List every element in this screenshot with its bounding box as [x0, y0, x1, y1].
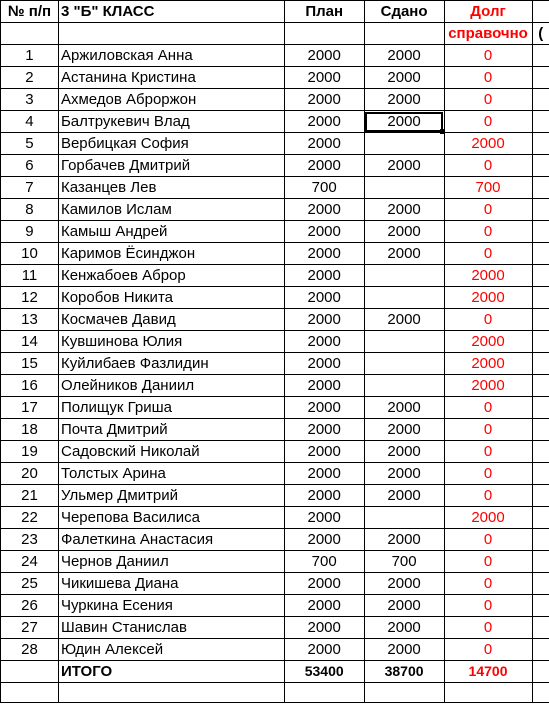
paid-cell[interactable] [364, 353, 444, 375]
row-number-cell[interactable]: 1 [1, 45, 59, 67]
extra-cell[interactable] [532, 331, 549, 353]
table-row [1, 155, 549, 177]
row-number-cell[interactable]: 25 [1, 573, 59, 595]
paid-cell[interactable]: 2000 [364, 45, 444, 67]
row-number-cell[interactable]: 26 [1, 595, 59, 617]
table-row [1, 507, 549, 529]
row-number-cell[interactable]: 27 [1, 617, 59, 639]
extra-cell[interactable] [532, 89, 549, 111]
table-row [1, 133, 549, 155]
header-debt-sub[interactable]: справочно [444, 23, 532, 45]
debt-cell[interactable]: 2000 [444, 507, 532, 529]
paid-cell[interactable]: 2000 [364, 155, 444, 177]
paid-cell[interactable]: 2000 [364, 309, 444, 331]
plan-cell[interactable]: 2000 [284, 595, 364, 617]
row-number-cell[interactable]: 22 [1, 507, 59, 529]
table-row [1, 309, 549, 331]
paid-cell[interactable]: 2000 [364, 463, 444, 485]
student-name-cell[interactable]: Фалеткина Анастасия [58, 529, 284, 551]
debt-cell[interactable]: 0 [444, 485, 532, 507]
total-row [1, 661, 549, 683]
student-name-cell[interactable]: Куйлибаев Фазлидин [58, 353, 284, 375]
student-name-cell[interactable]: Юдин Алексей [58, 639, 284, 661]
debt-cell[interactable]: 0 [444, 617, 532, 639]
header-extra[interactable] [532, 1, 549, 23]
header-num[interactable]: № п/п [1, 1, 59, 23]
row-number-cell[interactable]: 21 [1, 485, 59, 507]
table-row [1, 617, 549, 639]
student-name-cell[interactable]: Толстых Арина [58, 463, 284, 485]
header-class[interactable]: 3 "Б" КЛАСС [58, 1, 284, 23]
table-row [1, 529, 549, 551]
table-row [1, 551, 549, 573]
plan-cell[interactable]: 2000 [284, 573, 364, 595]
extra-cell[interactable] [532, 661, 549, 683]
extra-cell[interactable] [532, 375, 549, 397]
debt-cell[interactable]: 2000 [444, 265, 532, 287]
debt-cell[interactable]: 0 [444, 595, 532, 617]
table-row [1, 243, 549, 265]
student-name-cell[interactable]: Астанина Кристина [58, 67, 284, 89]
extra-cell[interactable] [532, 485, 549, 507]
plan-cell[interactable]: 2000 [284, 199, 364, 221]
plan-cell[interactable]: 2000 [284, 45, 364, 67]
debt-cell[interactable]: 0 [444, 155, 532, 177]
paid-cell[interactable] [364, 287, 444, 309]
table-row [1, 463, 549, 485]
row-number-cell[interactable]: 12 [1, 287, 59, 309]
paid-cell[interactable]: 2000 [364, 485, 444, 507]
subheader-empty-cell[interactable] [364, 23, 444, 45]
row-number-cell[interactable]: 2 [1, 67, 59, 89]
extra-cell[interactable] [532, 595, 549, 617]
table-row [1, 419, 549, 441]
header-debt[interactable]: Долг [444, 1, 532, 23]
student-name-cell[interactable]: Камилов Ислам [58, 199, 284, 221]
extra-cell[interactable] [532, 617, 549, 639]
table-row [1, 45, 549, 67]
paid-cell[interactable] [364, 177, 444, 199]
debt-cell[interactable]: 0 [444, 639, 532, 661]
student-name-cell[interactable]: Ульмер Дмитрий [58, 485, 284, 507]
empty-cell[interactable] [444, 683, 532, 703]
student-name-cell[interactable]: Аржиловская Анна [58, 45, 284, 67]
debt-cell[interactable]: 0 [444, 199, 532, 221]
debt-cell[interactable]: 2000 [444, 287, 532, 309]
extra-cell[interactable] [532, 199, 549, 221]
debt-cell[interactable]: 2000 [444, 375, 532, 397]
plan-cell[interactable]: 2000 [284, 463, 364, 485]
plan-cell[interactable]: 2000 [284, 67, 364, 89]
extra-cell[interactable] [532, 265, 549, 287]
debt-cell[interactable]: 700 [444, 177, 532, 199]
row-number-cell[interactable]: 14 [1, 331, 59, 353]
empty-row [1, 683, 549, 703]
student-name-cell[interactable]: Олейников Даниил [58, 375, 284, 397]
extra-cell[interactable] [532, 419, 549, 441]
table-row [1, 287, 549, 309]
student-name-cell[interactable]: Черепова Василиса [58, 507, 284, 529]
extra-cell[interactable] [532, 463, 549, 485]
extra-cell[interactable] [532, 551, 549, 573]
total-label[interactable]: ИТОГО [58, 661, 284, 683]
subheader-empty-cell[interactable] [284, 23, 364, 45]
debt-cell[interactable]: 0 [444, 89, 532, 111]
extra-cell[interactable] [532, 639, 549, 661]
table-row [1, 199, 549, 221]
plan-cell[interactable]: 700 [284, 551, 364, 573]
debt-cell[interactable]: 0 [444, 463, 532, 485]
extra-cell[interactable] [532, 155, 549, 177]
plan-cell[interactable]: 2000 [284, 353, 364, 375]
table-row [1, 639, 549, 661]
extra-cell[interactable] [532, 243, 549, 265]
plan-cell[interactable]: 2000 [284, 89, 364, 111]
row-number-cell[interactable]: 7 [1, 177, 59, 199]
extra-cell[interactable] [532, 111, 549, 133]
plan-cell[interactable]: 2000 [284, 221, 364, 243]
debt-cell[interactable]: 0 [444, 243, 532, 265]
student-name-cell[interactable]: Чикишева Диана [58, 573, 284, 595]
student-name-cell[interactable]: Чуркина Есения [58, 595, 284, 617]
debt-cell[interactable]: 0 [444, 441, 532, 463]
empty-cell[interactable] [284, 683, 364, 703]
student-name-cell[interactable]: Балтрукевич Влад [58, 111, 284, 133]
table-row [1, 265, 549, 287]
total-empty-cell[interactable] [1, 661, 59, 683]
table-row [1, 67, 549, 89]
extra-cell[interactable] [532, 221, 549, 243]
table-row [1, 89, 549, 111]
row-number-cell[interactable]: 15 [1, 353, 59, 375]
extra-cell[interactable] [532, 397, 549, 419]
row-number-cell[interactable]: 18 [1, 419, 59, 441]
debt-cell[interactable]: 2000 [444, 331, 532, 353]
debt-cell[interactable]: 0 [444, 397, 532, 419]
row-number-cell[interactable]: 19 [1, 441, 59, 463]
extra-cell[interactable] [532, 133, 549, 155]
extra-cell[interactable] [532, 529, 549, 551]
row-number-cell[interactable]: 17 [1, 397, 59, 419]
subheader-empty-cell[interactable] [1, 23, 59, 45]
plan-cell[interactable]: 2000 [284, 111, 364, 133]
row-number-cell[interactable]: 24 [1, 551, 59, 573]
paid-cell[interactable]: 2000 [364, 67, 444, 89]
empty-cell[interactable] [532, 683, 549, 703]
plan-cell[interactable]: 2000 [284, 155, 364, 177]
row-number-cell[interactable]: 11 [1, 265, 59, 287]
debt-cell[interactable]: 0 [444, 573, 532, 595]
plan-cell[interactable]: 2000 [284, 133, 364, 155]
table-row [1, 595, 549, 617]
debt-cell[interactable]: 0 [444, 45, 532, 67]
paid-cell[interactable]: 2000 [364, 441, 444, 463]
header-plan[interactable]: План [284, 1, 364, 23]
extra-cell[interactable] [532, 67, 549, 89]
table-row [1, 441, 549, 463]
plan-cell[interactable]: 2000 [284, 507, 364, 529]
row-number-cell[interactable]: 6 [1, 155, 59, 177]
student-name-cell[interactable]: Каримов Ёсинджон [58, 243, 284, 265]
paid-cell[interactable]: 2000 [364, 243, 444, 265]
student-name-cell[interactable]: Ахмедов Аброржон [58, 89, 284, 111]
table-row [1, 221, 549, 243]
row-number-cell[interactable]: 28 [1, 639, 59, 661]
subheader-row [1, 23, 549, 45]
plan-cell[interactable]: 2000 [284, 617, 364, 639]
plan-cell[interactable]: 2000 [284, 287, 364, 309]
table-row [1, 331, 549, 353]
empty-cell[interactable] [58, 683, 284, 703]
empty-cell[interactable] [364, 683, 444, 703]
student-name-cell[interactable]: Чернов Даниил [58, 551, 284, 573]
debt-cell[interactable]: 0 [444, 221, 532, 243]
extra-cell[interactable] [532, 573, 549, 595]
fill-handle[interactable] [440, 129, 445, 134]
row-number-cell[interactable]: 4 [1, 111, 59, 133]
plan-cell[interactable]: 2000 [284, 639, 364, 661]
student-name-cell[interactable]: Полищук Гриша [58, 397, 284, 419]
paid-cell[interactable]: 2000 [364, 595, 444, 617]
debt-cell[interactable]: 2000 [444, 133, 532, 155]
plan-cell[interactable]: 700 [284, 177, 364, 199]
table-row [1, 353, 549, 375]
student-name-cell[interactable]: Кенжабоев Аброр [58, 265, 284, 287]
student-name-cell[interactable]: Камыш Андрей [58, 221, 284, 243]
paid-cell[interactable] [364, 331, 444, 353]
extra-cell[interactable] [532, 309, 549, 331]
plan-cell[interactable]: 2000 [284, 397, 364, 419]
plan-cell[interactable]: 2000 [284, 331, 364, 353]
total-plan[interactable]: 53400 [284, 661, 364, 683]
plan-cell[interactable]: 2000 [284, 375, 364, 397]
row-number-cell[interactable]: 8 [1, 199, 59, 221]
table-row [1, 375, 549, 397]
debt-cell[interactable]: 2000 [444, 353, 532, 375]
row-number-cell[interactable]: 23 [1, 529, 59, 551]
table-row [1, 397, 549, 419]
plan-cell[interactable]: 2000 [284, 529, 364, 551]
empty-cell[interactable] [1, 683, 59, 703]
extra-cell[interactable] [532, 353, 549, 375]
row-number-cell[interactable]: 20 [1, 463, 59, 485]
row-number-cell[interactable]: 16 [1, 375, 59, 397]
paid-cell[interactable] [364, 133, 444, 155]
table-row [1, 485, 549, 507]
row-number-cell[interactable]: 5 [1, 133, 59, 155]
extra-cell[interactable] [532, 287, 549, 309]
row-number-cell[interactable]: 10 [1, 243, 59, 265]
table-row [1, 573, 549, 595]
student-name-cell[interactable]: Космачев Давид [58, 309, 284, 331]
debt-cell[interactable]: 0 [444, 419, 532, 441]
plan-cell[interactable]: 2000 [284, 243, 364, 265]
row-number-cell[interactable]: 9 [1, 221, 59, 243]
plan-cell[interactable]: 2000 [284, 419, 364, 441]
plan-cell[interactable]: 2000 [284, 485, 364, 507]
paid-cell[interactable]: 700 [364, 551, 444, 573]
paid-cell[interactable] [364, 375, 444, 397]
debt-cell[interactable]: 0 [444, 309, 532, 331]
paid-cell[interactable]: 2000 [364, 529, 444, 551]
student-name-cell[interactable]: Шавин Станислав [58, 617, 284, 639]
plan-cell[interactable]: 2000 [284, 265, 364, 287]
debt-cell[interactable]: 0 [444, 111, 532, 133]
student-name-cell[interactable]: Коробов Никита [58, 287, 284, 309]
student-name-cell[interactable]: Кувшинова Юлия [58, 331, 284, 353]
plan-cell[interactable]: 2000 [284, 309, 364, 331]
table-row [1, 111, 549, 133]
student-name-cell[interactable]: Вербицкая София [58, 133, 284, 155]
paid-cell[interactable]: 2000 [364, 199, 444, 221]
student-name-cell[interactable]: Казанцев Лев [58, 177, 284, 199]
extra-cell[interactable] [532, 177, 549, 199]
extra-cell[interactable] [532, 507, 549, 529]
row-number-cell[interactable]: 13 [1, 309, 59, 331]
extra-cell[interactable] [532, 45, 549, 67]
extra-cell[interactable] [532, 441, 549, 463]
debt-cell[interactable]: 0 [444, 551, 532, 573]
student-name-cell[interactable]: Садовский Николай [58, 441, 284, 463]
header-extra-col[interactable]: ( [532, 23, 549, 45]
paid-cell[interactable]: 2000 [364, 573, 444, 595]
student-name-cell[interactable]: Почта Дмитрий [58, 419, 284, 441]
row-number-cell[interactable]: 3 [1, 89, 59, 111]
total-paid[interactable]: 38700 [364, 661, 444, 683]
header-row [1, 1, 549, 23]
paid-cell[interactable]: 2000 [364, 221, 444, 243]
paid-cell[interactable]: 2000 [364, 397, 444, 419]
student-name-cell[interactable]: Горбачев Дмитрий [58, 155, 284, 177]
debt-cell[interactable]: 0 [444, 529, 532, 551]
paid-cell[interactable]: 2000 [364, 639, 444, 661]
plan-cell[interactable]: 2000 [284, 441, 364, 463]
paid-cell[interactable]: 2000 [364, 419, 444, 441]
header-paid[interactable]: Сдано [364, 1, 444, 23]
subheader-empty-cell[interactable] [58, 23, 284, 45]
paid-cell[interactable]: 2000 [364, 617, 444, 639]
paid-cell[interactable] [364, 507, 444, 529]
paid-cell[interactable]: 2000 [364, 89, 444, 111]
paid-cell[interactable] [364, 265, 444, 287]
paid-cell[interactable]: 2000 [364, 111, 444, 133]
total-debt[interactable]: 14700 [444, 661, 532, 683]
table-row [1, 177, 549, 199]
debt-cell[interactable]: 0 [444, 67, 532, 89]
